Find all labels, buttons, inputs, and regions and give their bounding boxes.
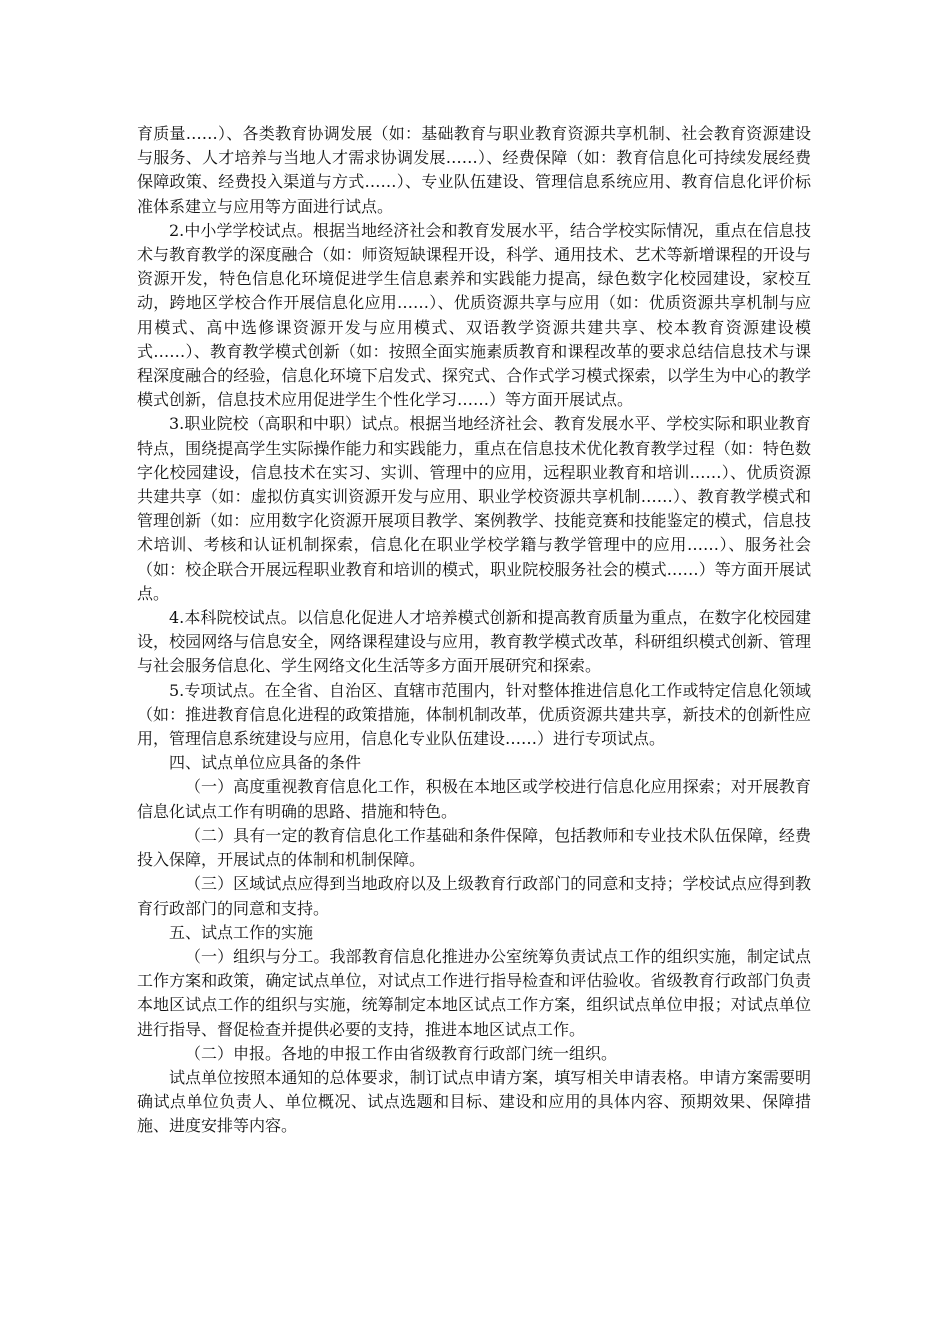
implementation-organization: （一）组织与分工。我部教育信息化推进办公室统筹负责试点工作的组织实施，制定试点工作方案和政策，确定试点单位，对试点工作进行指导检查和评估验收。省级教育行政部门负责本地区试点工作的组织与实施，统筹制定本地区试点工作方案，组织试点单位申报；对试点单位进行指导、督促检查并提供必要的支持，推进本地区试点工作。: [137, 946, 811, 1039]
paragraph-vocational-colleges: 3.职业院校（高职和中职）试点。根据当地经济社会、教育发展水平、学校实际和职业教育特点，围绕提高学生实际操作能力和实践能力，重点在信息技术优化教育教学过程（如：特色数字化校园建设，信息技术在实习、实训、管理中的应用，远程职业教育和培训……）、优质资源共建共享（如：虚拟仿真实训资源开发与应用、职业学校资源共享机制……）、教育教学模式和管理创新（如：应用数字化资源开展项目教学、案例教学、技能竞赛和技能鉴定的模式，信息技术培训、考核和认证机制探索，信息化在职业学校学籍与教学管理中的应用……）、服务社会（如：校企联合开展远程职业教育和培训的模式，职业院校服务社会的模式……）等方面开展试点。: [137, 414, 811, 603]
implementation-application: （二）申报。各地的申报工作由省级教育行政部门统一组织。: [185, 1043, 618, 1063]
condition-3: （三）区域试点应得到当地政府以及上级教育行政部门的同意和支持；学校试点应得到教育行政部门的同意和支持。: [137, 874, 811, 918]
paragraph-primary-secondary-schools: 2.中小学学校试点。根据当地经济社会和教育发展水平，结合学校实际情况，重点在信息技术与教育教学的深度融合（如：师资短缺课程开设，科学、通用技术、艺术等新增课程的开设与资源开发，特色信息化环境促进学生信息素养和实践能力提高，绿色数字化校园建设，家校互动，跨地区学校合作开展信息化应用……）、优质资源共享与应用（如：优质资源共享机制与应用模式、高中选修课资源开发与应用模式、双语教学资源共建共享、校本教育资源建设模式……）、教育教学模式创新（如：按照全面实施素质教育和课程改革的要求总结信息技术与课程深度融合的经验，信息化环境下启发式、探究式、合作式学习模式探索，以学生为中心的教学模式创新，信息技术应用促进学生个性化学习……）等方面开展试点。: [137, 220, 811, 410]
section-heading-5: 五、试点工作的实施: [169, 922, 314, 942]
paragraph-1-continuation: 育质量……）、各类教育协调发展（如：基础教育与职业教育资源共享机制、社会教育资源建设与服务、人才培养与当地人才需求协调发展……）、经费保障（如：教育信息化可持续发展经费保障政策、经费投入渠道与方式……）、专业队伍建设、管理信息系统应用、教育信息化评价标准体系建立与应用等方面进行试点。: [137, 124, 811, 216]
application-plan-paragraph: 试点单位按照本通知的总体要求，制订试点申请方案，填写相关申请表格。申请方案需要明确试点单位负责人、单位概况、试点选题和目标、建设和应用的具体内容、预期效果、保障措施、进度安排等内容。: [137, 1067, 811, 1136]
section-heading-4: 四、试点单位应具备的条件: [169, 753, 362, 773]
condition-1: （一）高度重视教育信息化工作，积极在本地区或学校进行信息化应用探索；对开展教育信息化试点工作有明确的思路、措施和特色。: [137, 777, 811, 821]
condition-2: （二）具有一定的教育信息化工作基础和条件保障，包括教师和专业技术队伍保障，经费投入保障，开展试点的体制和机制保障。: [137, 825, 811, 870]
paragraph-undergraduate-colleges: 4.本科院校试点。以信息化促进人才培养模式创新和提高教育质量为重点，在数字化校园建设，校园网络与信息安全，网络课程建设与应用，教育教学模式改革，科研组织模式创新、管理与社会服务信息化、学生网络文化生活等多方面开展研究和探索。: [137, 608, 811, 676]
document-body: [137, 122, 811, 1139]
paragraph-special-pilot: 5.专项试点。在全省、自治区、直辖市范围内，针对整体推进信息化工作或特定信息化领域（如：推进教育信息化进程的政策措施，体制机制改革，优质资源共建共享，新技术的创新性应用，管理信息系统建设与应用，信息化专业队伍建设……）进行专项试点。: [137, 680, 811, 749]
